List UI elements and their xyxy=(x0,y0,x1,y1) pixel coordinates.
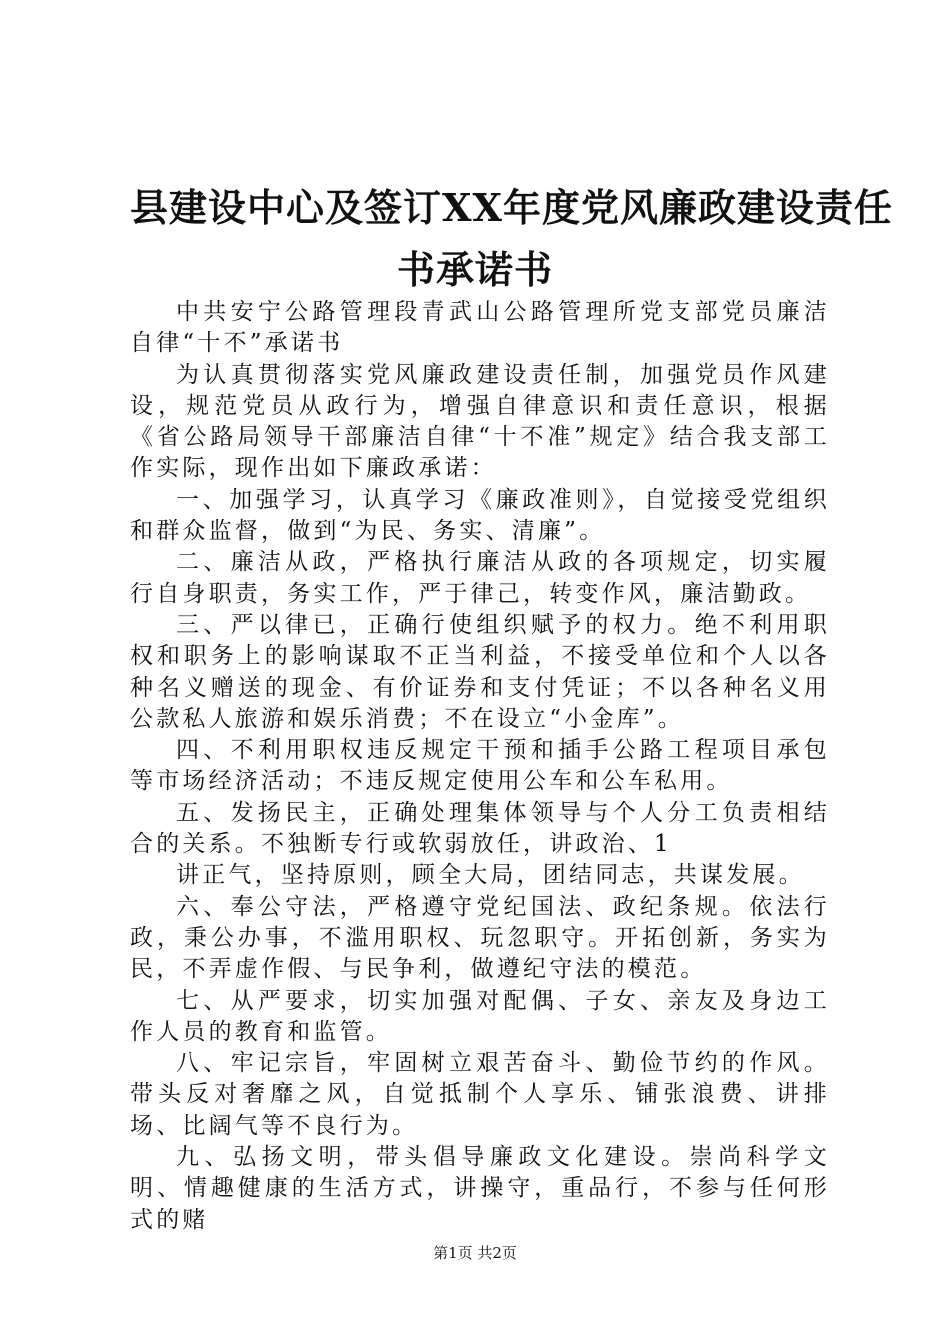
paragraph: 一、加强学习，认真学习《廉政准则》，自觉接受党组织和群众监督，做到“为民、务实、清廉”。 xyxy=(130,486,830,545)
paragraph: 八、牢记宗旨，牢固树立艰苦奋斗、勤俭节约的作风。带头反对奢靡之风，自觉抵制个人享乐、铺张浪费、讲排场、比阔气等不良行为。 xyxy=(130,1050,830,1139)
paragraph: 四、不利用职权违反规定干预和插手公路工程项目承包等市场经济活动；不违反规定使用公车和公车私用。 xyxy=(130,737,830,795)
document-body xyxy=(130,297,830,1236)
paragraph: 七、从严要求，切实加强对配偶、子女、亲友及身边工作人员的教育和监管。 xyxy=(130,987,830,1045)
page-number-footer: 第1页 共2页 xyxy=(433,1244,517,1262)
paragraph: 中共安宁公路管理段青武山公路管理所党支部党员廉洁自律“十不”承诺书 xyxy=(130,299,830,357)
paragraph: 六、奉公守法，严格遵守党纪国法、政纪条规。依法行政，秉公办事，不滥用职权、玩忽职守。开拓创新，务实为民，不弄虚作假、与民争利，做遵纪守法的模范。 xyxy=(130,893,830,983)
paragraph: 九、弘扬文明，带头倡导廉政文化建设。崇尚科学文明、情趣健康的生活方式，讲操守，重品行，不参与任何形式的赌 xyxy=(130,1144,830,1233)
paragraph: 五、发扬民主，正确处理集体领导与个人分工负责相结合的关系。不独断专行或软弱放任，讲政治、1 xyxy=(130,799,830,858)
document-title-line-1: 县建设中心及签订XX年度党风廉政建设责任 xyxy=(130,185,893,230)
paragraph: 二、廉洁从政，严格执行廉洁从政的各项规定，切实履行自身职责，务实工作，严于律己，转变作风，廉洁勤政。 xyxy=(130,549,830,607)
paragraph: 讲正气，坚持原则，顾全大局，团结同志，共谋发展。 xyxy=(176,862,805,889)
paragraph: 为认真贯彻落实党风廉政建设责任制，加强党员作风建设，规范党员从政行为，增强自律意识和责任意识，根据《省公路局领导干部廉洁自律“十不准”规定》结合我支部工作实际，现作出如下廉政承诺： xyxy=(130,361,830,482)
document-title-line-2: 书承诺书 xyxy=(396,247,553,292)
paragraph: 三、严以律已，正确行使组织赋予的权力。绝不利用职权和职务上的影响谋取不正当利益，不接受单位和个人以各种名义赠送的现金、有价证券和支付凭证；不以各种名义用公款私人旅游和娱乐消费；不在设立“小金库”。 xyxy=(130,611,830,732)
